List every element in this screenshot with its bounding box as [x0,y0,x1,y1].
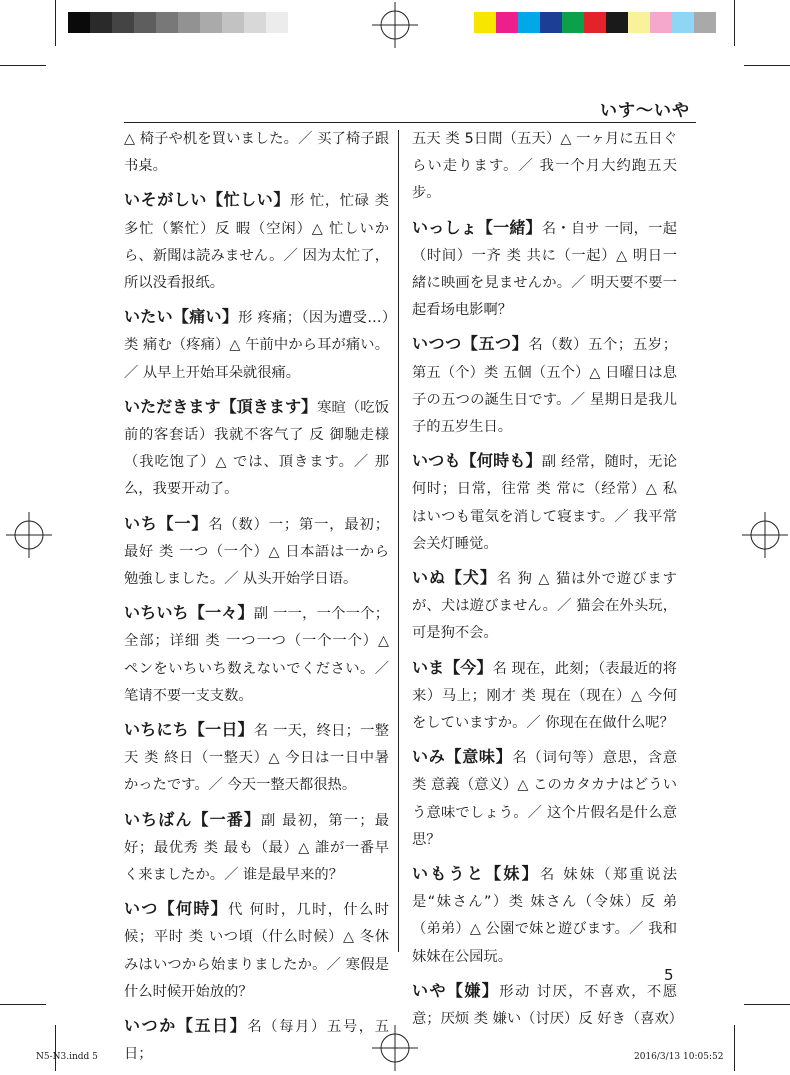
slug-timestamp: 2016/3/13 10:05:52 [634,1052,724,1062]
crop-mark [734,0,735,46]
color-swatch-bar [474,12,716,33]
color-swatch [672,12,694,33]
dictionary-entry: いちばん【一番】副 最初，第一；最好；最优秀 类 最も（最）△ 誰が一番早く来ましたか。／ 谁是最早来的？ [124,809,389,884]
dictionary-entry: いつ【何時】代 何时，几时，什么时候；平时 类 いつ頃（什么时候）△ 冬休みはいつから始まりましたか。／ 寒假是什么时候开始放的？ [124,899,389,1000]
dictionary-entry: いっしょ【一緒】名・自サ 一同，一起（时间）一齐 类 共に（一起）△ 明日一緒に映画を見ませんか。／ 明天要不要一起看场电影啊？ [412,217,677,319]
dictionary-entry: 五天 类 5日間（五天）△ 一ヶ月に五日ぐらい走ります。／ 我一个月大约跑五天步。 [412,131,677,202]
color-swatch [156,12,178,33]
headword: いつも【何時も】 [412,451,542,471]
registration-mark-left [6,512,52,558]
headword: いただきます【頂きます】 [124,396,318,416]
gray-swatch-bar [68,12,288,33]
color-swatch [518,12,540,33]
color-swatch [562,12,584,33]
dictionary-entry: いちいち【一々】副 一一，一个一个；全部；详细 类 一つ一つ（一个一个）△ ペンをいちいち数えないでください。／ 笔请不要一支支数。 [124,603,389,704]
headword: いもうと【妹】 [412,864,540,884]
headword: いつつ【五つ】 [412,334,529,354]
headword: いみ【意味】 [412,747,513,767]
color-swatch [694,12,716,33]
color-swatch [200,12,222,33]
headword: いぬ【犬】 [412,568,497,588]
dictionary-entry: いつか【五日】名（每月）五号，五日； [124,1016,389,1063]
registration-mark-top [372,2,418,48]
crop-mark [744,1004,790,1005]
headword: いっしょ【一緒】 [412,217,542,237]
color-swatch [68,12,90,33]
dictionary-entry: △ 椅子や机を買いました。／ 买了椅子跟书桌。 [124,131,389,175]
color-swatch [650,12,672,33]
dictionary-entry: いもうと【妹】名 妹妹（郑重说法是“妹さん”）类 妹さん（令妹）反 弟（弟弟）△ 公園で妹と遊びます。／ 我和妹妹在公园玩。 [412,864,677,965]
dictionary-entry: いや【嫌】形动 讨厌，不喜欢，不愿意；厌烦 类 嫌い（讨厌）反 好き（喜欢） [412,980,683,1028]
crop-mark [0,65,46,66]
slug-filename: N5-N3.indd 5 [36,1052,98,1062]
color-swatch [90,12,112,33]
color-swatch [606,12,628,33]
headword: いちいち【一々】 [124,603,254,623]
page-number: 5 [664,966,674,984]
crop-mark [744,65,790,66]
dictionary-entry: いただきます【頂きます】寒暄（吃饭前的客套话）我就不客气了 反 御馳走様（我吃饱了）△ では、頂きます。／ 那么，我要开动了。 [124,396,389,498]
right-column [412,126,683,1033]
dictionary-entry: いちにち【一日】名 一天，终日；一整天 类 終日（一整天）△ 今日は一日中暑かったです。／ 今天一整天都很热。 [124,720,389,794]
crop-mark [0,1004,46,1005]
color-swatch [628,12,650,33]
color-swatch [134,12,156,33]
dictionary-entry: いち【一】名（数）一；第一，最初；最好 类 一つ（一个）△ 日本語は一から勉強しました。／ 从头开始学日语。 [124,513,389,588]
header-range: いす～いや [600,101,690,121]
color-swatch [178,12,200,33]
color-swatch [112,12,134,33]
crop-mark [55,1025,56,1071]
dictionary-entry: いぬ【犬】名 狗 △ 猫は外で遊びますが、犬は遊びません。／ 猫会在外头玩，可是狗不会。 [412,568,677,642]
headword: いちばん【一番】 [124,809,262,829]
color-swatch [584,12,606,33]
dictionary-entry: いみ【意味】名（词句等）意思，含意 类 意義（意义）△ このカタカナはどういう意味でしょう。／ 这个片假名是什么意思？ [412,747,677,848]
dictionary-entry: いそがしい【忙しい】形 忙，忙碌 类 多忙（繁忙）反 暇（空闲）△ 忙しいから、新聞は読みません。／ 因为太忙了，所以没看报纸。 [124,190,389,292]
color-swatch [266,12,288,33]
dictionary-entry: いつも【何時も】副 经常，随时，无论何时；日常，往常 类 常に（经常）△ 私はいつも電気を消して寝ます。／ 我平常会关灯睡觉。 [412,451,677,552]
color-swatch [474,12,496,33]
crop-mark [734,1025,735,1071]
color-swatch [222,12,244,33]
headword: いち【一】 [124,513,209,533]
running-header [124,92,696,123]
headword: いそがしい【忙しい】 [124,190,290,210]
registration-mark-right [742,512,788,558]
left-column [124,126,389,1069]
color-swatch [540,12,562,33]
headword: いちにち【一日】 [124,720,254,740]
crop-mark [55,0,56,46]
dictionary-entry: いつつ【五つ】名（数）五个；五岁；第五（个）类 五個（五个）△ 日曜日は息子の五つの誕生日です。／ 星期日是我儿子的五岁生日。 [412,334,677,436]
headword: いたい【痛い】 [124,307,239,327]
column-divider [398,130,399,952]
headword: いつ【何時】 [124,899,229,919]
headword: いま【今】 [412,657,493,677]
color-swatch [496,12,518,33]
headword: いや【嫌】 [412,980,500,1000]
color-swatch [244,12,266,33]
dictionary-entry: いたい【痛い】形 疼痛；（因为遭受…）类 痛む（疼痛）△ 午前中から耳が痛い。／ 从早上开始耳朵就很痛。 [124,307,389,381]
dictionary-entry: いま【今】名 现在，此刻；（表最近的将来）马上；刚才 类 現在（现在）△ 今何をしていますか。／ 你现在在做什么呢？ [412,657,677,732]
headword: いつか【五日】 [124,1016,248,1036]
